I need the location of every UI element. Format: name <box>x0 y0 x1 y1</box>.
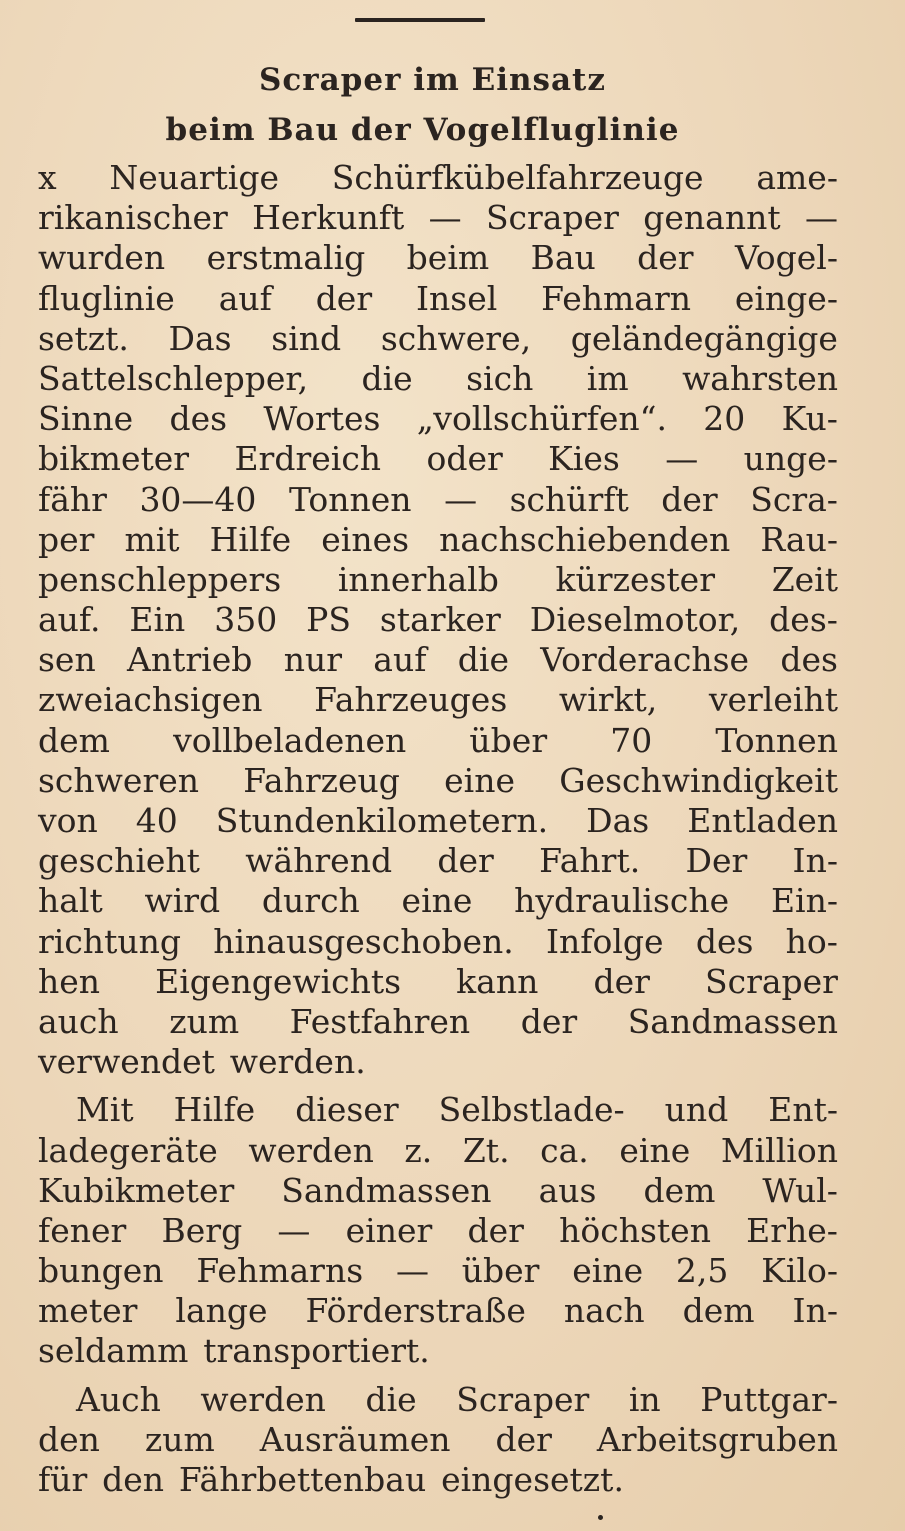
word: meter <box>38 1291 138 1331</box>
article-line <box>38 922 838 962</box>
word: seldamm <box>38 1331 189 1371</box>
article-line <box>38 881 838 921</box>
word: dem <box>38 720 110 760</box>
word: der <box>495 1419 552 1459</box>
article-line <box>38 640 838 680</box>
word: und <box>664 1090 729 1130</box>
word: mit <box>124 519 180 559</box>
word: — <box>804 198 838 238</box>
word: Zt. <box>462 1130 510 1170</box>
word: erstmalig <box>206 238 366 278</box>
article-line <box>38 1380 838 1420</box>
article-line <box>38 1090 838 1130</box>
word: fluglinie <box>38 278 175 318</box>
word: Tonnen <box>288 479 412 519</box>
word: Vorderachse <box>540 640 750 680</box>
word: ame- <box>756 158 838 197</box>
article-body <box>38 158 838 1500</box>
word: oder <box>426 439 503 479</box>
word: Zeit <box>771 559 838 599</box>
word: auch <box>38 1001 119 1041</box>
word: der <box>637 238 694 278</box>
article-line <box>38 319 838 359</box>
word: — <box>428 198 462 238</box>
article-line <box>38 439 838 479</box>
word: auf. <box>38 600 101 640</box>
word: per <box>38 519 95 559</box>
word: Arbeitsgruben <box>596 1419 838 1459</box>
word: schwere, <box>380 318 532 358</box>
word: halt <box>38 881 103 921</box>
word: In- <box>792 1291 838 1331</box>
word: nach <box>563 1291 645 1331</box>
word: von <box>38 801 98 840</box>
word: hydraulische <box>514 881 730 921</box>
word: Fahrzeug <box>243 760 400 800</box>
word: aus <box>538 1170 597 1210</box>
word: PS <box>306 600 351 640</box>
word: Ausräumen <box>259 1419 451 1459</box>
word: der <box>315 278 373 318</box>
article-line <box>38 962 838 1002</box>
word: Schürfkübelfahrzeuge <box>331 158 704 197</box>
word: eingesetzt. <box>441 1460 624 1499</box>
word: für <box>38 1460 88 1499</box>
word: Das <box>586 801 650 840</box>
word: eine <box>401 881 473 921</box>
article-line <box>38 198 838 238</box>
word: starker <box>379 600 501 640</box>
word: zum <box>169 1001 240 1041</box>
word: geländegängige <box>570 318 838 358</box>
word: des <box>695 921 754 961</box>
word: eine <box>619 1130 691 1170</box>
word: bikmeter <box>38 439 190 479</box>
article-line <box>38 600 838 640</box>
word: Herkunft <box>252 198 405 238</box>
word: Scra- <box>750 479 838 519</box>
word: Ein- <box>770 881 838 921</box>
word: — <box>444 479 478 519</box>
word: Sandmassen <box>281 1170 492 1210</box>
word: höchsten <box>559 1210 711 1250</box>
word: Sinne <box>38 399 134 439</box>
word: transportiert. <box>203 1331 430 1371</box>
word: hen <box>38 961 101 1001</box>
word: werden <box>200 1379 326 1419</box>
word: setzt. <box>38 318 129 358</box>
word: der <box>520 1001 578 1041</box>
article-line <box>38 680 838 720</box>
word: unge- <box>743 439 838 479</box>
article-line <box>38 238 838 278</box>
word: wirkt, <box>558 680 658 720</box>
word: fähr <box>38 479 107 519</box>
word: Wortes <box>263 399 381 439</box>
word: Festfahren <box>289 1001 471 1041</box>
word: Geschwindigkeit <box>559 760 838 800</box>
word: werden <box>248 1130 374 1170</box>
article-line <box>38 1420 838 1460</box>
word: verwendet <box>38 1042 215 1082</box>
word: die <box>457 640 509 680</box>
word: 2,5 <box>675 1251 729 1291</box>
word: Antrieb <box>127 640 253 680</box>
word: nur <box>283 640 342 680</box>
word: — <box>665 439 699 479</box>
article-line <box>38 1002 838 1042</box>
word: verleiht <box>708 680 838 720</box>
word: hinausgeschoben. <box>213 921 514 961</box>
word: Fehmarn <box>541 278 691 318</box>
word: genannt <box>643 198 781 238</box>
word: Förderstraße <box>305 1291 526 1331</box>
word: der <box>661 479 718 519</box>
article-line <box>38 1331 838 1371</box>
word: einer <box>345 1210 433 1250</box>
word: sich <box>466 358 534 398</box>
word: beim <box>406 238 490 278</box>
word: Stundenkilometern. <box>215 801 549 840</box>
word: Tonnen <box>715 720 838 760</box>
word: — <box>277 1210 311 1250</box>
word: Entladen <box>687 801 838 840</box>
article-line <box>38 841 838 881</box>
word: 30—40 <box>139 479 257 519</box>
word: rikanischer <box>38 198 228 238</box>
article-line <box>38 1251 838 1291</box>
word: Ent- <box>768 1090 838 1130</box>
word: dieser <box>295 1090 399 1130</box>
word: bungen <box>38 1251 164 1291</box>
word: Sattelschlepper, <box>38 358 309 398</box>
word: eine <box>444 760 515 800</box>
headline-line-2: beim Bau der Vogelfluglinie <box>165 112 680 148</box>
word: Das <box>168 318 232 358</box>
article-line <box>38 399 838 439</box>
word: wahrsten <box>682 358 838 398</box>
word: ca. <box>540 1130 589 1170</box>
word: sen <box>38 640 96 680</box>
word: Ku- <box>781 399 838 439</box>
word: eines <box>321 519 410 559</box>
word: über <box>461 1251 540 1291</box>
word: kürzester <box>555 559 715 599</box>
word: ladegeräte <box>38 1130 218 1170</box>
word: zum <box>144 1419 215 1459</box>
article-line <box>38 761 838 801</box>
word: kann <box>456 961 539 1001</box>
word: im <box>586 358 629 398</box>
word: Puttgar- <box>700 1379 838 1419</box>
word: der <box>593 961 650 1001</box>
word: vollbeladenen <box>173 720 407 760</box>
word: Insel <box>415 278 498 318</box>
article-line <box>38 520 838 560</box>
word: Infolge <box>545 921 664 961</box>
word: die <box>365 1379 417 1419</box>
word: Berg <box>161 1210 243 1250</box>
article-line <box>38 1291 838 1331</box>
word: Erhe- <box>746 1210 838 1250</box>
word: Fahrzeuges <box>314 680 508 720</box>
article-line <box>38 1131 838 1171</box>
word: Ein <box>129 600 186 640</box>
word: 350 <box>214 600 278 640</box>
word: 20 <box>703 399 746 439</box>
word: einge- <box>734 278 838 318</box>
word: wurden <box>38 238 166 278</box>
paragraph-gap <box>38 1372 838 1380</box>
word: dem <box>682 1291 755 1331</box>
word: Neuartige <box>109 158 279 197</box>
word: den <box>38 1419 100 1459</box>
word: Bau <box>530 238 596 278</box>
article-line <box>38 1042 838 1082</box>
word: auf <box>218 278 272 318</box>
article-line <box>38 279 838 319</box>
word: Sandmassen <box>627 1001 838 1041</box>
word: des <box>169 399 228 439</box>
word: zweiachsigen <box>38 680 263 720</box>
word: durch <box>261 881 360 921</box>
word: Million <box>720 1130 838 1170</box>
word: Kubikmeter <box>38 1170 235 1210</box>
word: Wul- <box>762 1170 838 1210</box>
article-line <box>38 1211 838 1251</box>
word: auf <box>373 640 427 680</box>
article-line <box>38 801 838 841</box>
word: Fahrt. <box>539 841 641 881</box>
word: während <box>245 841 393 881</box>
word: Mit <box>76 1090 134 1130</box>
word: fener <box>38 1210 127 1250</box>
word: des <box>780 640 838 680</box>
word: Fährbettenbau <box>178 1460 427 1499</box>
word: werden. <box>229 1042 366 1082</box>
word: Hilfe <box>173 1090 256 1130</box>
word: Vogel- <box>734 238 838 278</box>
word: richtung <box>38 921 181 961</box>
word: innerhalb <box>337 559 499 599</box>
word: der <box>437 841 494 881</box>
word: Rau- <box>760 519 838 559</box>
word: z. <box>404 1130 433 1170</box>
word: eine <box>572 1251 644 1291</box>
ink-dot <box>598 1515 603 1520</box>
word: — <box>395 1251 429 1291</box>
word: Kies <box>548 439 620 479</box>
article-line <box>38 359 838 399</box>
word: penschleppers <box>38 559 282 599</box>
word: schweren <box>38 760 200 800</box>
word: ho- <box>785 921 838 961</box>
word: Eigengewichts <box>155 961 402 1001</box>
article-line <box>38 1171 838 1211</box>
word: Der <box>685 841 748 881</box>
word: die <box>361 358 413 398</box>
article-line <box>38 560 838 600</box>
word: 70 <box>610 720 653 760</box>
word: nachschiebenden <box>439 519 731 559</box>
word: Selbstlade- <box>438 1090 625 1130</box>
word: Scraper <box>704 961 838 1001</box>
word: sind <box>271 318 342 358</box>
word: in <box>628 1379 661 1419</box>
word: dem <box>643 1170 716 1210</box>
headline-line-1: Scraper im Einsatz <box>259 62 606 98</box>
word: „vollschürfen“. <box>416 399 667 439</box>
word: Auch <box>76 1379 161 1419</box>
word: schürft <box>509 479 629 519</box>
word: geschieht <box>38 841 200 881</box>
word: 40 <box>135 801 178 840</box>
word: des- <box>769 600 838 640</box>
word: über <box>469 720 548 760</box>
word: x <box>38 158 57 197</box>
word: Fehmarns <box>196 1251 364 1291</box>
article-line <box>38 158 838 198</box>
paragraph-gap <box>38 1082 838 1090</box>
word: Kilo- <box>761 1251 838 1291</box>
word: Scraper <box>456 1379 590 1419</box>
word: lange <box>175 1291 268 1331</box>
word: der <box>467 1210 524 1250</box>
word: Hilfe <box>209 519 292 559</box>
top-rule <box>355 18 485 22</box>
article-line <box>38 480 838 520</box>
article-line <box>38 1460 838 1500</box>
word: Dieselmotor, <box>529 600 741 640</box>
word: den <box>102 1460 165 1499</box>
word: wird <box>144 881 221 921</box>
article-line <box>38 721 838 761</box>
word: Erdreich <box>234 439 382 479</box>
word: Scraper <box>485 198 619 238</box>
word: In- <box>792 841 838 881</box>
